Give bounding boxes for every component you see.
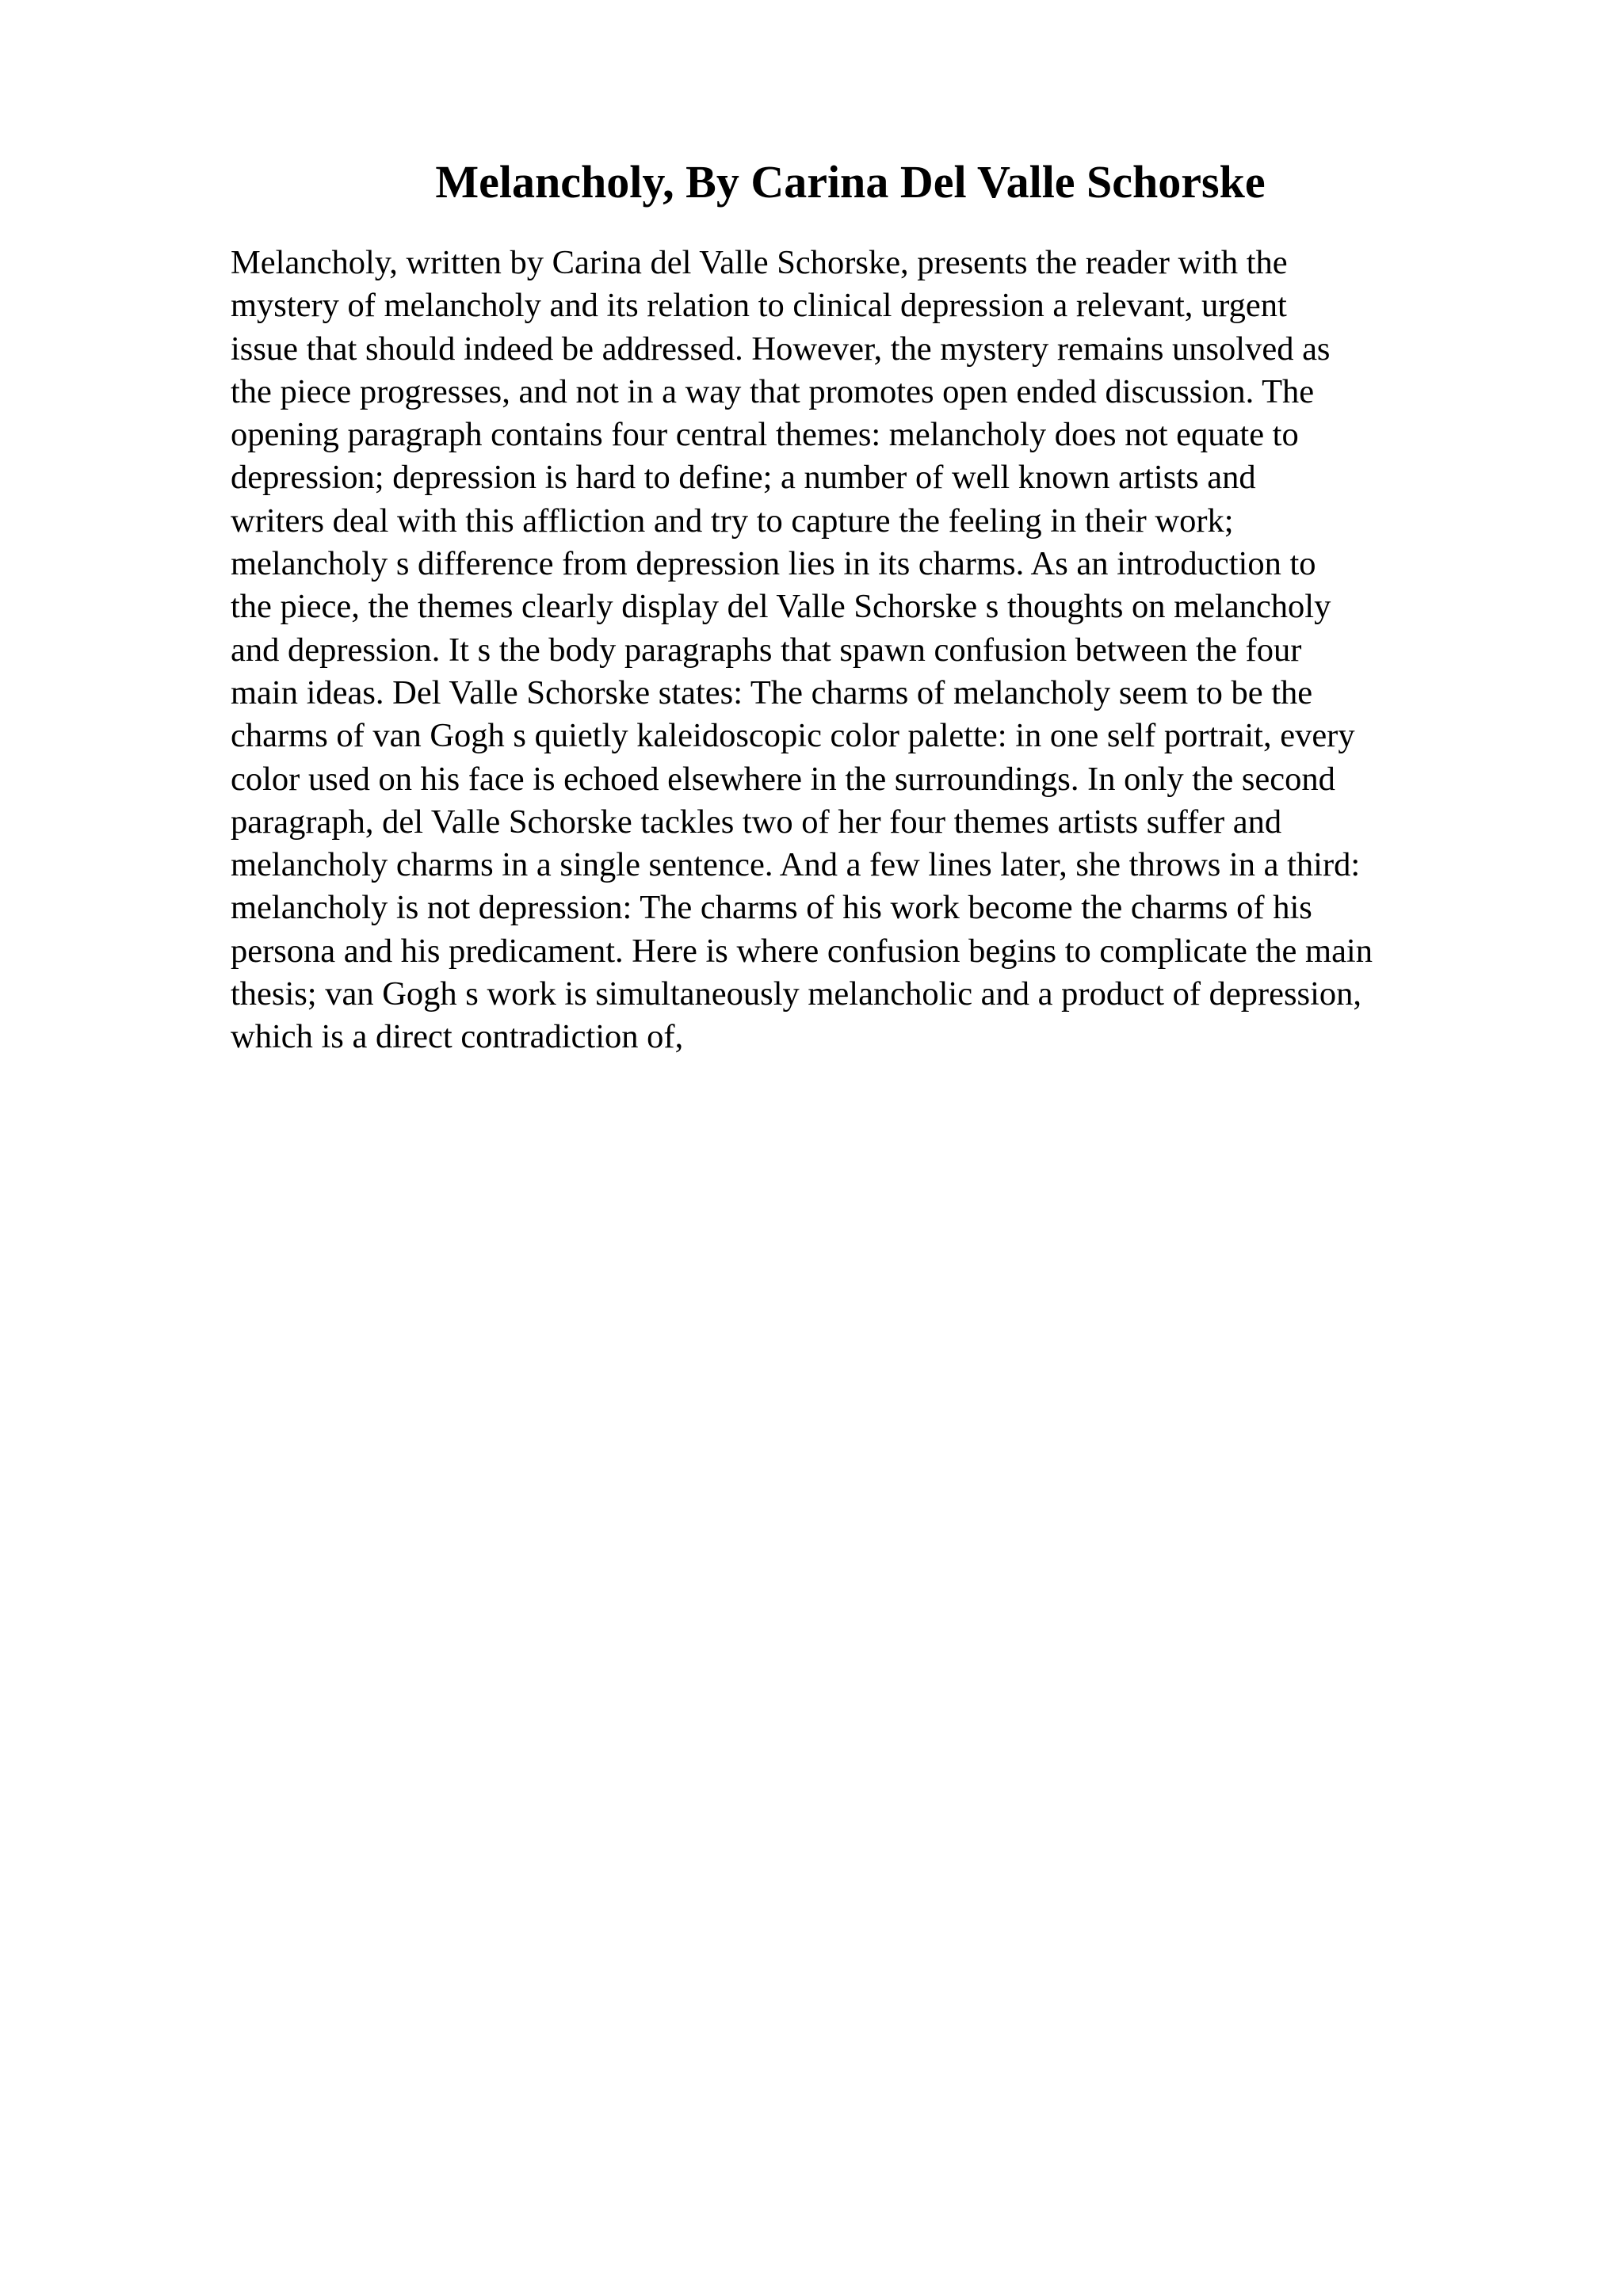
text-line: melancholy charms in a single sentence. And a few lines later, she throws in a third: (231, 846, 1361, 884)
page-title: Melancholy, By Carina Del Valle Schorske (435, 156, 1266, 208)
text-line: the piece progresses, and not in a way that promotes open ended discussion. The (231, 372, 1315, 410)
text-line: paragraph, del Valle Schorske tackles two of her four themes artists suffer and (231, 803, 1282, 841)
text-line: main ideas. Del Valle Schorske states: The charms of melancholy seem to be the (231, 673, 1313, 711)
text-line: melancholy is not depression: The charms of his work become the charms of his (231, 889, 1312, 927)
body-paragraph (231, 242, 1514, 1059)
text-line: charms of van Gogh s quietly kaleidoscopic color palette: in one self portrait, every (231, 717, 1355, 755)
text-line: color used on his face is echoed elsewhere in the surroundings. In only the second (231, 760, 1335, 798)
text-line: thesis; van Gogh s work is simultaneously melancholic and a product of depression, (231, 975, 1362, 1013)
text-line: mystery of melancholy and its relation to clinical depression a relevant, urgent (231, 287, 1287, 325)
text-line: melancholy s difference from depression lies in its charms. As an introduction to (231, 545, 1316, 583)
text-line: which is a direct contradiction of, (231, 1018, 684, 1056)
text-line: opening paragraph contains four central themes: melancholy does not equate to (231, 416, 1299, 454)
text-line: issue that should indeed be addressed. However, the mystery remains unsolved as (231, 330, 1331, 368)
text-line: and depression. It s the body paragraphs that spawn confusion between the four (231, 631, 1302, 669)
text-line: persona and his predicament. Here is where confusion begins to complicate the main (231, 932, 1373, 970)
text-line: the piece, the themes clearly display del Valle Schorske s thoughts on melancholy (231, 588, 1331, 626)
text-line: writers deal with this affliction and try to capture the feeling in their work; (231, 502, 1234, 540)
text-line: depression; depression is hard to define; a number of well known artists and (231, 459, 1256, 497)
text-line: Melancholy, written by Carina del Valle Schorske, presents the reader with the (231, 244, 1288, 281)
